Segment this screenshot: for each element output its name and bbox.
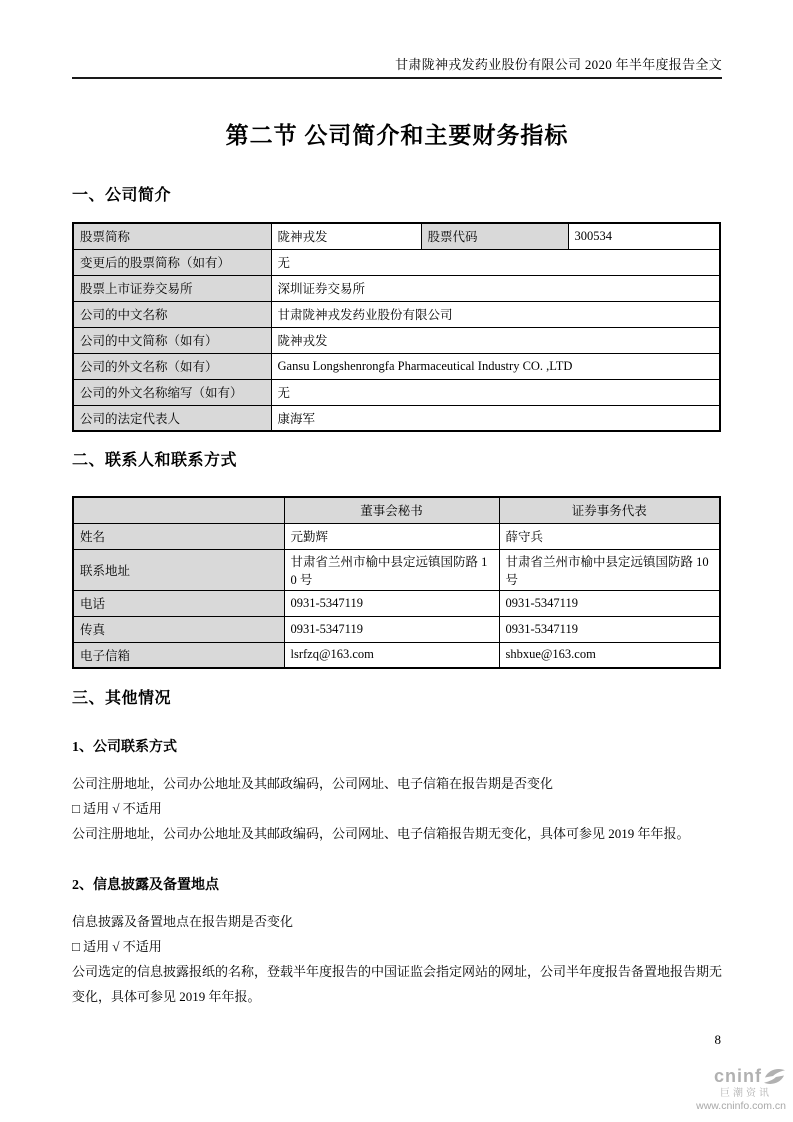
- secretary-value: 元勤辉: [284, 523, 499, 549]
- row-value: Gansu Longshenrongfa Pharmaceutical Industry CO. ,LTD: [271, 353, 720, 379]
- representative-value: 甘肃省兰州市榆中县定远镇国防路 10 号: [499, 549, 720, 590]
- row-label: 股票上市证券交易所: [73, 275, 271, 301]
- page-title: 第二节 公司简介和主要财务指标: [225, 123, 569, 148]
- table-row: [73, 327, 720, 353]
- cninfo-logo: [696, 1066, 786, 1113]
- subsection-information-disclosure: [72, 874, 722, 1009]
- row-label: 公司的外文名称（如有）: [73, 353, 271, 379]
- row-label: 变更后的股票简称（如有）: [73, 249, 271, 275]
- table-row: [73, 301, 720, 327]
- table-row: [73, 616, 720, 642]
- row-value: 深圳证券交易所: [271, 275, 720, 301]
- header-divider: [72, 77, 722, 79]
- stock-code-label: 股票代码: [421, 223, 568, 249]
- table-row: [73, 249, 720, 275]
- row-label: 电子信箱: [73, 642, 284, 668]
- table-row: [73, 523, 720, 549]
- row-label: 公司的法定代表人: [73, 405, 271, 431]
- row-value: 无: [271, 379, 720, 405]
- table-row: [73, 223, 720, 249]
- table-row: [73, 590, 720, 616]
- row-label: 公司的中文简称（如有）: [73, 327, 271, 353]
- row-value: 无: [271, 249, 720, 275]
- row-value: 陇神戎发: [271, 327, 720, 353]
- cninfo-brand-text: cninf: [714, 1066, 762, 1087]
- representative-value: 0931-5347119: [499, 616, 720, 642]
- company-profile-table: [72, 222, 721, 432]
- row-label: 联系地址: [73, 549, 284, 590]
- securities-representative-header: 证券事务代表: [499, 497, 720, 523]
- row-value: 康海军: [271, 405, 720, 431]
- representative-value: shbxue@163.com: [499, 642, 720, 668]
- applicability-choice: □ 适用 √ 不适用: [72, 939, 162, 954]
- subsection-company-contact: [72, 736, 722, 846]
- table-row: [73, 353, 720, 379]
- question-text: 公司注册地址，公司办公地址及其邮政编码，公司网址、电子信箱在报告期是否变化: [72, 776, 554, 791]
- subsection-heading: 1、公司联系方式: [72, 740, 177, 755]
- row-label: 公司的外文名称缩写（如有）: [73, 379, 271, 405]
- page-number: 8: [714, 1032, 721, 1047]
- secretary-value: lsrfzq@163.com: [284, 642, 499, 668]
- section-heading-other: 三、其他情况: [72, 690, 172, 707]
- contacts-table: [72, 496, 721, 669]
- subsection-heading: 2、信息披露及备置地点: [72, 878, 219, 893]
- applicability-choice: □ 适用 √ 不适用: [72, 801, 162, 816]
- stock-short-name-label: 股票简称: [73, 223, 271, 249]
- table-header-row: [73, 497, 720, 523]
- representative-value: 薛守兵: [499, 523, 720, 549]
- cninfo-swirl-icon: [763, 1066, 786, 1087]
- row-label: 公司的中文名称: [73, 301, 271, 327]
- stock-short-name-value: 陇神戎发: [271, 223, 421, 249]
- cninfo-website: www.cninfo.com.cn: [696, 1100, 786, 1113]
- question-text: 信息披露及备置地点在报告期是否变化: [72, 914, 294, 929]
- secretary-value: 0931-5347119: [284, 616, 499, 642]
- table-row: [73, 405, 720, 431]
- secretary-value: 0931-5347119: [284, 590, 499, 616]
- board-secretary-header: 董事会秘书: [284, 497, 499, 523]
- row-label: 姓名: [73, 523, 284, 549]
- section-heading-company-profile: 一、公司简介: [72, 187, 172, 204]
- table-row: [73, 379, 720, 405]
- statement-text: 公司选定的信息披露报纸的名称，登载半年度报告的中国证监会指定网站的网址，公司半年度报告备置地报告期无变化，具体可参见 2019 年年报。: [72, 964, 723, 1004]
- empty-header-cell: [73, 497, 284, 523]
- row-label: 电话: [73, 590, 284, 616]
- table-row: [73, 549, 720, 590]
- table-row: [73, 275, 720, 301]
- table-row: [73, 642, 720, 668]
- section-heading-contacts: 二、联系人和联系方式: [72, 452, 238, 469]
- row-value: 甘肃陇神戎发药业股份有限公司: [271, 301, 720, 327]
- row-label: 传真: [73, 616, 284, 642]
- statement-text: 公司注册地址，公司办公地址及其邮政编码，公司网址、电子信箱报告期无变化，具体可参见 2019 年年报。: [72, 826, 690, 841]
- stock-code-value: 300534: [568, 223, 720, 249]
- report-header: 甘肃陇神戎发药业股份有限公司 2020 年半年度报告全文: [395, 57, 722, 72]
- cninfo-chinese-name: 巨潮资讯: [720, 1088, 772, 1100]
- secretary-value: 甘肃省兰州市榆中县定远镇国防路 10 号: [284, 549, 499, 590]
- representative-value: 0931-5347119: [499, 590, 720, 616]
